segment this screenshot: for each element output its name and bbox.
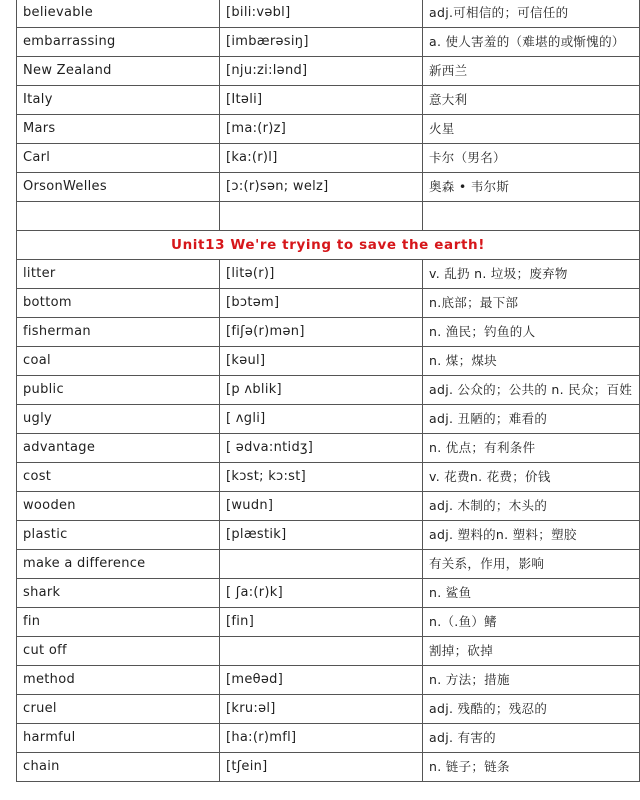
phonetic-cell: [kru:əl]	[220, 695, 423, 724]
word-cell: ugly	[17, 405, 220, 434]
meaning-cell: v. 乱扔 n. 垃圾；废弃物	[423, 260, 640, 289]
meaning-cell: n. 优点；有利条件	[423, 434, 640, 463]
vocab-row	[17, 521, 640, 550]
word-cell: Mars	[17, 115, 220, 144]
vocab-row	[17, 260, 640, 289]
vocab-row	[17, 492, 640, 521]
word-cell: Italy	[17, 86, 220, 115]
word-cell: chain	[17, 753, 220, 782]
word-cell: Carl	[17, 144, 220, 173]
phonetic-cell: [kɔst; kɔ:st]	[220, 463, 423, 492]
vocab-row	[17, 666, 640, 695]
phonetic-cell: [tʃein]	[220, 753, 423, 782]
phonetic-cell: [Itəli]	[220, 86, 423, 115]
word-cell: advantage	[17, 434, 220, 463]
meaning-cell: 卡尔（男名）	[423, 144, 640, 173]
meaning-cell	[423, 202, 640, 231]
meaning-cell: adj. 木制的；木头的	[423, 492, 640, 521]
vocab-row	[17, 28, 640, 57]
phonetic-cell: [imbærəsiŋ]	[220, 28, 423, 57]
phonetic-cell: [ ʌgli]	[220, 405, 423, 434]
meaning-cell: n.底部；最下部	[423, 289, 640, 318]
word-cell: fin	[17, 608, 220, 637]
vocabulary-table	[16, 0, 640, 782]
vocab-row	[17, 637, 640, 666]
phonetic-cell: [wudn]	[220, 492, 423, 521]
vocab-row	[17, 753, 640, 782]
vocab-row	[17, 173, 640, 202]
vocab-row	[17, 0, 640, 28]
word-cell: coal	[17, 347, 220, 376]
word-cell: harmful	[17, 724, 220, 753]
word-cell	[17, 202, 220, 231]
phonetic-cell	[220, 550, 423, 579]
word-cell: OrsonWelles	[17, 173, 220, 202]
vocab-row	[17, 608, 640, 637]
vocab-row	[17, 289, 640, 318]
phonetic-cell: [fin]	[220, 608, 423, 637]
phonetic-cell: [ka:(r)l]	[220, 144, 423, 173]
phonetic-cell: [bɔtəm]	[220, 289, 423, 318]
phonetic-cell: [ ədva:ntidʒ]	[220, 434, 423, 463]
vocab-row	[17, 347, 640, 376]
vocab-row	[17, 57, 640, 86]
meaning-cell: adj. 塑料的n. 塑料；塑胶	[423, 521, 640, 550]
meaning-cell: a. 使人害羞的（难堪的或惭愧的）	[423, 28, 640, 57]
word-cell: litter	[17, 260, 220, 289]
meaning-cell: 意大利	[423, 86, 640, 115]
meaning-cell: adj.可相信的；可信任的	[423, 0, 640, 28]
meaning-cell: 有关系，作用，影响	[423, 550, 640, 579]
vocab-row	[17, 318, 640, 347]
word-cell: shark	[17, 579, 220, 608]
phonetic-cell: [ha:(r)mfl]	[220, 724, 423, 753]
vocab-row	[17, 463, 640, 492]
vocab-row	[17, 434, 640, 463]
vocab-row	[17, 695, 640, 724]
vocab-row	[17, 86, 640, 115]
vocab-row	[17, 202, 640, 231]
word-cell: New Zealand	[17, 57, 220, 86]
meaning-cell: 奥森 • 韦尔斯	[423, 173, 640, 202]
meaning-cell: 新西兰	[423, 57, 640, 86]
word-cell: plastic	[17, 521, 220, 550]
phonetic-cell: [fiʃə(r)mən]	[220, 318, 423, 347]
phonetic-cell: [ma:(r)z]	[220, 115, 423, 144]
vocabulary-table-body	[17, 0, 640, 782]
vocab-row	[17, 115, 640, 144]
word-cell: fisherman	[17, 318, 220, 347]
meaning-cell: 火星	[423, 115, 640, 144]
vocab-row	[17, 405, 640, 434]
phonetic-cell: [nju:zi:lənd]	[220, 57, 423, 86]
meaning-cell: adj. 公众的；公共的 n. 民众；百姓	[423, 376, 640, 405]
phonetic-cell	[220, 637, 423, 666]
meaning-cell: 割掉；砍掉	[423, 637, 640, 666]
word-cell: public	[17, 376, 220, 405]
phonetic-cell: [ ʃa:(r)k]	[220, 579, 423, 608]
phonetic-cell: [litə(r)]	[220, 260, 423, 289]
phonetic-cell	[220, 202, 423, 231]
meaning-cell: n.（.鱼）鳍	[423, 608, 640, 637]
word-cell: make a difference	[17, 550, 220, 579]
word-cell: cut off	[17, 637, 220, 666]
word-cell: embarrassing	[17, 28, 220, 57]
phonetic-cell: [kəul]	[220, 347, 423, 376]
meaning-cell: n. 方法；措施	[423, 666, 640, 695]
meaning-cell: adj. 有害的	[423, 724, 640, 753]
phonetic-cell: [p ʌblik]	[220, 376, 423, 405]
word-cell: wooden	[17, 492, 220, 521]
meaning-cell: n. 渔民；钓鱼的人	[423, 318, 640, 347]
unit-heading-row	[17, 231, 640, 260]
phonetic-cell: [plæstik]	[220, 521, 423, 550]
vocab-row	[17, 550, 640, 579]
vocab-row	[17, 376, 640, 405]
vocab-row	[17, 144, 640, 173]
meaning-cell: v. 花费n. 花费；价钱	[423, 463, 640, 492]
word-cell: cruel	[17, 695, 220, 724]
word-cell: method	[17, 666, 220, 695]
unit-heading: Unit13 We're trying to save the earth!	[17, 231, 640, 260]
phonetic-cell: [meθəd]	[220, 666, 423, 695]
word-cell: cost	[17, 463, 220, 492]
word-cell: bottom	[17, 289, 220, 318]
word-cell: believable	[17, 0, 220, 28]
meaning-cell: n. 鲨鱼	[423, 579, 640, 608]
phonetic-cell: [ɔ:(r)sən; welz]	[220, 173, 423, 202]
vocab-row	[17, 724, 640, 753]
meaning-cell: adj. 残酷的；残忍的	[423, 695, 640, 724]
vocab-row	[17, 579, 640, 608]
meaning-cell: adj. 丑陋的；难看的	[423, 405, 640, 434]
meaning-cell: n. 煤；煤块	[423, 347, 640, 376]
meaning-cell: n. 链子；链条	[423, 753, 640, 782]
phonetic-cell: [bili:vəbl]	[220, 0, 423, 28]
